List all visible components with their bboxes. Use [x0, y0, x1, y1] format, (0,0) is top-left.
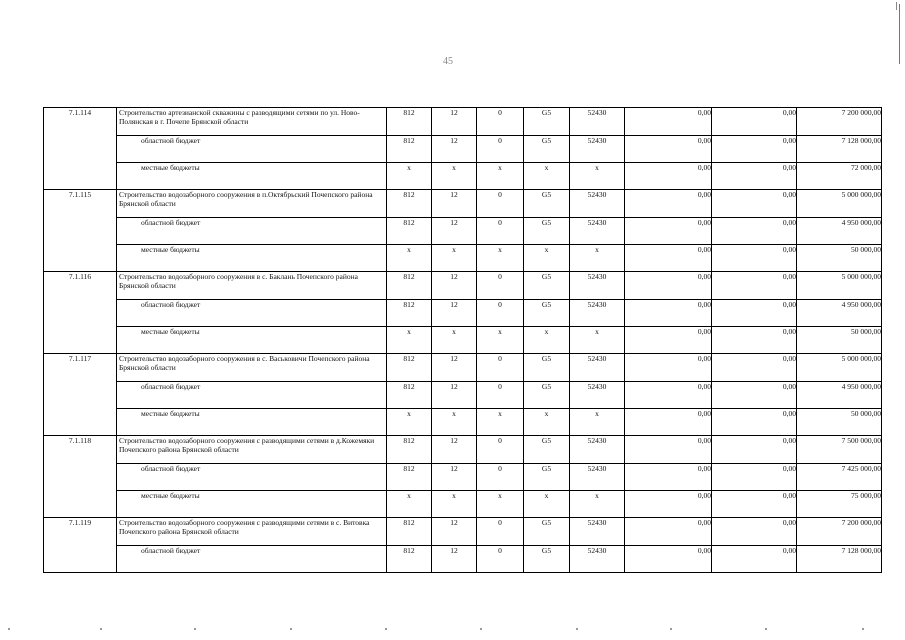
table-subrow: [44, 546, 882, 573]
code-target-b: G5: [524, 136, 570, 163]
table-row: [44, 190, 882, 218]
code-target-c: х: [570, 409, 625, 436]
table-subrow: [44, 245, 882, 272]
value-year-1: 0,00: [625, 218, 712, 245]
value-year-1: 0,00: [625, 190, 712, 218]
subrow-name: местные бюджеты: [117, 491, 387, 518]
code-target-c: 52430: [570, 354, 625, 382]
code-target-c: 52430: [570, 518, 625, 546]
code-gov: х: [387, 491, 432, 518]
code-target-b: х: [524, 409, 570, 436]
value-year-2: 0,00: [712, 136, 797, 163]
code-target-a: 0: [477, 464, 524, 491]
table-row: [44, 108, 882, 136]
code-section: 12: [432, 546, 477, 573]
value-year-2: 0,00: [712, 163, 797, 190]
code-target-c: х: [570, 327, 625, 354]
code-target-a: 0: [477, 108, 524, 136]
table-subrow: [44, 464, 882, 491]
code-gov: 812: [387, 272, 432, 300]
value-year-1: 0,00: [625, 409, 712, 436]
code-target-a: 0: [477, 518, 524, 546]
scan-dot: [194, 628, 196, 630]
page-number: 45: [443, 56, 453, 67]
value-year-1: 0,00: [625, 245, 712, 272]
table-subrow: [44, 327, 882, 354]
row-number: 7.1.119: [44, 518, 117, 573]
code-section: 12: [432, 464, 477, 491]
code-target-a: х: [477, 245, 524, 272]
scan-bottom-edge: [0, 626, 905, 632]
code-target-b: G5: [524, 272, 570, 300]
value-year-2: 0,00: [712, 491, 797, 518]
value-year-3: 50 000,00: [797, 327, 882, 354]
code-target-b: х: [524, 327, 570, 354]
code-section: 12: [432, 382, 477, 409]
value-year-2: 0,00: [712, 108, 797, 136]
code-target-b: х: [524, 245, 570, 272]
code-section: х: [432, 327, 477, 354]
code-target-a: 0: [477, 190, 524, 218]
subrow-name: местные бюджеты: [117, 163, 387, 190]
scan-dot: [862, 628, 864, 630]
subrow-name: местные бюджеты: [117, 245, 387, 272]
code-gov: х: [387, 409, 432, 436]
code-section: 12: [432, 218, 477, 245]
value-year-1: 0,00: [625, 518, 712, 546]
value-year-3: 4 950 000,00: [797, 218, 882, 245]
code-target-b: х: [524, 163, 570, 190]
scan-dot: [576, 628, 578, 630]
value-year-3: 7 425 000,00: [797, 464, 882, 491]
value-year-1: 0,00: [625, 327, 712, 354]
value-year-3: 50 000,00: [797, 409, 882, 436]
code-target-c: х: [570, 163, 625, 190]
code-gov: 812: [387, 300, 432, 327]
scan-dot: [480, 628, 482, 630]
code-section: х: [432, 409, 477, 436]
value-year-1: 0,00: [625, 272, 712, 300]
value-year-1: 0,00: [625, 108, 712, 136]
value-year-2: 0,00: [712, 382, 797, 409]
value-year-1: 0,00: [625, 354, 712, 382]
code-section: х: [432, 245, 477, 272]
value-year-2: 0,00: [712, 518, 797, 546]
code-section: 12: [432, 518, 477, 546]
code-gov: 812: [387, 518, 432, 546]
code-target-a: 0: [477, 354, 524, 382]
code-gov: 812: [387, 436, 432, 464]
code-target-b: х: [524, 491, 570, 518]
code-target-a: х: [477, 409, 524, 436]
code-gov: 812: [387, 190, 432, 218]
value-year-1: 0,00: [625, 136, 712, 163]
code-section: 12: [432, 436, 477, 464]
subrow-name: местные бюджеты: [117, 409, 387, 436]
subrow-name: областной бюджет: [117, 382, 387, 409]
code-section: 12: [432, 136, 477, 163]
value-year-3: 7 200 000,00: [797, 108, 882, 136]
value-year-3: 4 950 000,00: [797, 382, 882, 409]
code-target-c: 52430: [570, 546, 625, 573]
scan-dot: [670, 628, 672, 630]
code-target-a: 0: [477, 382, 524, 409]
value-year-3: 72 000,00: [797, 163, 882, 190]
code-target-a: х: [477, 163, 524, 190]
scan-dot: [290, 628, 292, 630]
subrow-name: местные бюджеты: [117, 327, 387, 354]
value-year-3: 7 128 000,00: [797, 546, 882, 573]
code-gov: 812: [387, 546, 432, 573]
table-subrow: [44, 218, 882, 245]
value-year-3: 50 000,00: [797, 245, 882, 272]
code-target-a: 0: [477, 218, 524, 245]
code-gov: х: [387, 163, 432, 190]
row-name: Строительство водозаборного сооружения в с. Васьковичи Почепского района Брянской области: [117, 354, 387, 382]
subrow-name: областной бюджет: [117, 546, 387, 573]
table-row: [44, 436, 882, 464]
code-gov: 812: [387, 354, 432, 382]
value-year-3: 7 500 000,00: [797, 436, 882, 464]
budget-table: [43, 107, 882, 573]
code-gov: 812: [387, 108, 432, 136]
code-gov: 812: [387, 382, 432, 409]
code-target-b: G5: [524, 518, 570, 546]
code-target-c: 52430: [570, 218, 625, 245]
row-number: 7.1.117: [44, 354, 117, 436]
code-target-b: G5: [524, 546, 570, 573]
code-target-c: 52430: [570, 190, 625, 218]
scan-dot: [765, 628, 767, 630]
table-row: [44, 518, 882, 546]
subrow-name: областной бюджет: [117, 218, 387, 245]
value-year-1: 0,00: [625, 546, 712, 573]
code-gov: х: [387, 327, 432, 354]
code-target-a: х: [477, 491, 524, 518]
subrow-name: областной бюджет: [117, 300, 387, 327]
code-section: х: [432, 491, 477, 518]
value-year-3: 4 950 000,00: [797, 300, 882, 327]
scan-dot: [385, 628, 387, 630]
code-section: 12: [432, 108, 477, 136]
row-number: 7.1.114: [44, 108, 117, 190]
value-year-3: 5 000 000,00: [797, 272, 882, 300]
code-target-b: G5: [524, 464, 570, 491]
value-year-2: 0,00: [712, 300, 797, 327]
code-gov: 812: [387, 218, 432, 245]
code-target-b: G5: [524, 218, 570, 245]
value-year-1: 0,00: [625, 300, 712, 327]
code-section: 12: [432, 272, 477, 300]
code-target-a: 0: [477, 136, 524, 163]
code-target-a: 0: [477, 300, 524, 327]
code-target-b: G5: [524, 354, 570, 382]
code-section: 12: [432, 300, 477, 327]
row-name: Строительство водозаборного сооружения с разводящими сетями в д.Кожемяки Почепского района Брянской области: [117, 436, 387, 464]
value-year-3: 75 000,00: [797, 491, 882, 518]
page-edge-line: [899, 4, 900, 64]
table-row: [44, 354, 882, 382]
code-target-c: 52430: [570, 108, 625, 136]
subrow-name: областной бюджет: [117, 464, 387, 491]
value-year-3: 7 200 000,00: [797, 518, 882, 546]
code-target-a: 0: [477, 546, 524, 573]
code-target-c: х: [570, 245, 625, 272]
code-target-b: G5: [524, 436, 570, 464]
value-year-2: 0,00: [712, 409, 797, 436]
value-year-2: 0,00: [712, 190, 797, 218]
row-name: Строительство водозаборного сооружения в п.Октябрьский Почепского района Брянской области: [117, 190, 387, 218]
code-target-b: G5: [524, 108, 570, 136]
scan-dot: [8, 628, 10, 630]
value-year-2: 0,00: [712, 354, 797, 382]
code-gov: 812: [387, 136, 432, 163]
row-number: 7.1.118: [44, 436, 117, 518]
value-year-2: 0,00: [712, 218, 797, 245]
code-section: 12: [432, 190, 477, 218]
code-target-c: 52430: [570, 436, 625, 464]
code-target-c: 52430: [570, 272, 625, 300]
table-subrow: [44, 136, 882, 163]
value-year-1: 0,00: [625, 382, 712, 409]
value-year-3: 5 000 000,00: [797, 190, 882, 218]
code-target-a: х: [477, 327, 524, 354]
code-target-b: G5: [524, 382, 570, 409]
value-year-3: 5 000 000,00: [797, 354, 882, 382]
value-year-1: 0,00: [625, 491, 712, 518]
table-subrow: [44, 491, 882, 518]
value-year-2: 0,00: [712, 464, 797, 491]
value-year-1: 0,00: [625, 436, 712, 464]
value-year-2: 0,00: [712, 546, 797, 573]
scan-dot: [100, 628, 102, 630]
table-row: [44, 272, 882, 300]
value-year-1: 0,00: [625, 464, 712, 491]
code-target-c: 52430: [570, 382, 625, 409]
row-name: Строительство водозаборного сооружения в с. Баклань Почепского района Брянской области: [117, 272, 387, 300]
value-year-3: 7 128 000,00: [797, 136, 882, 163]
row-number: 7.1.115: [44, 190, 117, 272]
row-name: Строительство водозаборного сооружения с разводящими сетями в с. Витовка Почепского района Брянской области: [117, 518, 387, 546]
value-year-2: 0,00: [712, 327, 797, 354]
row-name: Строительство артезианской скважины с разводящими сетями по ул. Ново-Полянская в г. Почепе Брянской области: [117, 108, 387, 136]
budget-table-body: [44, 108, 882, 573]
code-target-b: G5: [524, 300, 570, 327]
table-subrow: [44, 382, 882, 409]
table-subrow: [44, 409, 882, 436]
code-gov: х: [387, 245, 432, 272]
code-section: 12: [432, 354, 477, 382]
code-target-b: G5: [524, 190, 570, 218]
code-gov: 812: [387, 464, 432, 491]
value-year-1: 0,00: [625, 163, 712, 190]
code-target-a: 0: [477, 272, 524, 300]
code-target-c: х: [570, 491, 625, 518]
code-section: х: [432, 163, 477, 190]
subrow-name: областной бюджет: [117, 136, 387, 163]
code-target-c: 52430: [570, 464, 625, 491]
table-subrow: [44, 163, 882, 190]
value-year-2: 0,00: [712, 245, 797, 272]
code-target-c: 52430: [570, 136, 625, 163]
row-number: 7.1.116: [44, 272, 117, 354]
value-year-2: 0,00: [712, 436, 797, 464]
code-target-a: 0: [477, 436, 524, 464]
table-subrow: [44, 300, 882, 327]
value-year-2: 0,00: [712, 272, 797, 300]
code-target-c: 52430: [570, 300, 625, 327]
